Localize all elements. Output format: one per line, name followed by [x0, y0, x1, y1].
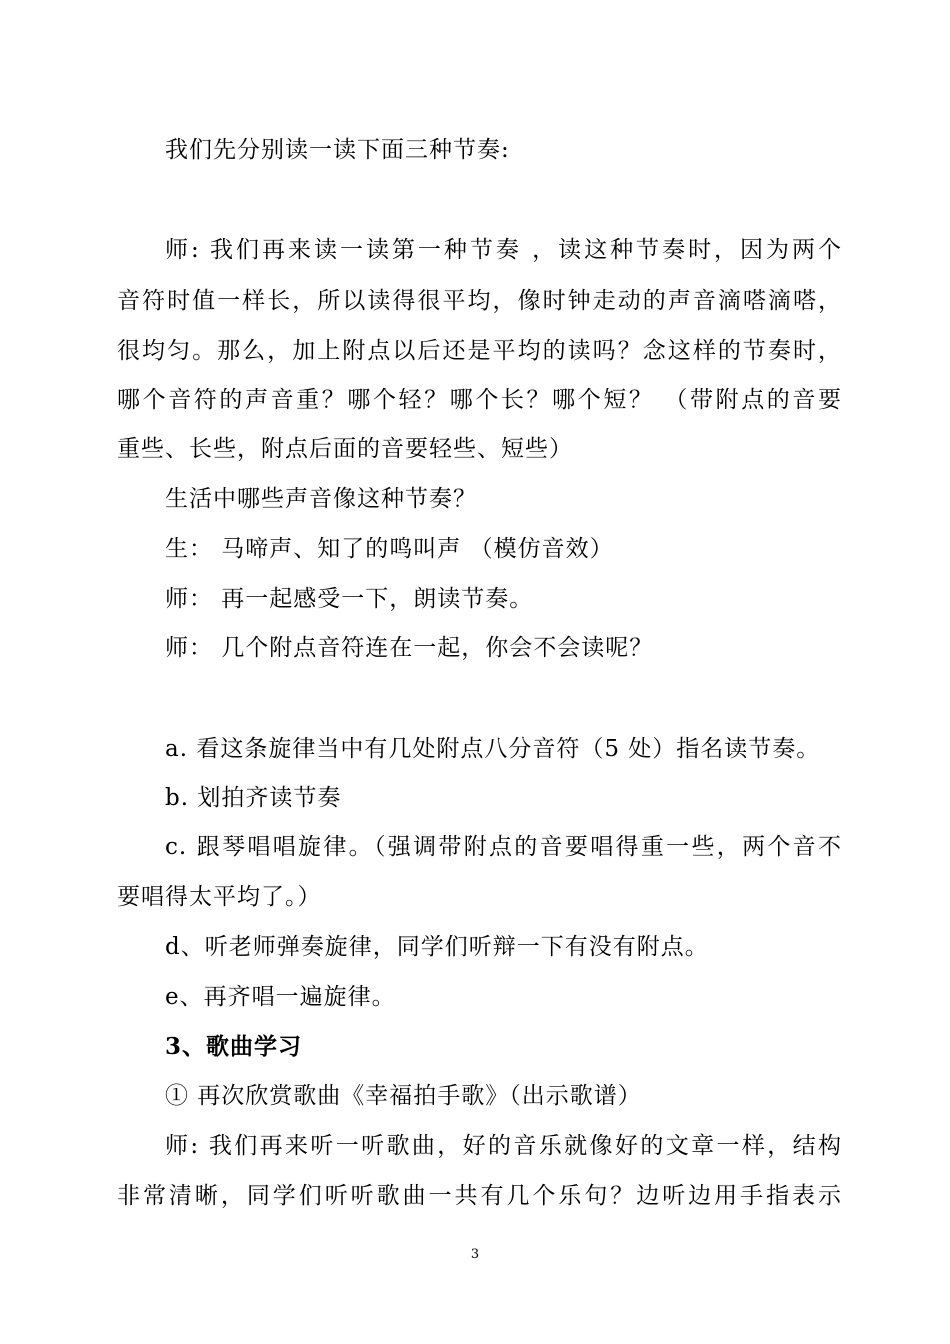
text-line-16: e、再齐唱一遍旋律。: [165, 984, 396, 1010]
text-line-1: 我们先分别读一读下面三种节奏:: [165, 137, 510, 163]
text-line-7: 生活中哪些声音像这种节奏？: [165, 486, 477, 512]
section-heading: 3、歌曲学习: [165, 1033, 303, 1060]
text-line-19: 师: 我们再来听一听歌曲，好的音乐就像好的文章一样，结构: [165, 1133, 842, 1159]
text-line-4: 很均匀。那么，加上附点以后还是平均的读吗？念这样的节奏时，: [117, 338, 842, 364]
text-line-11: a. 看这条旋律当中有几处附点八分音符（5 处）指名读节奏。: [165, 736, 821, 762]
text-line-18: ① 再次欣赏歌曲《幸福拍手歌》（出示歌谱）: [165, 1083, 642, 1109]
text-line-13: c. 跟琴唱唱旋律。（强调带附点的音要唱得重一些，两个音不: [165, 834, 842, 860]
text-line-6: 重些、长些，附点后面的音要轻些、短些）: [117, 436, 573, 462]
text-line-12: b. 划拍齐读节奏: [165, 785, 342, 811]
text-line-14: 要唱得太平均了。）: [117, 884, 322, 910]
text-line-10: 师： 几个附点音符连在一起，你会不会读呢？: [165, 635, 654, 661]
text-line-8: 生： 马啼声、知了的鸣叫声 （模仿音效）: [165, 536, 614, 562]
text-line-3: 音符时值一样长，所以读得很平均，像时钟走动的声音滴嗒滴嗒，: [117, 288, 842, 314]
text-line-9: 师： 再一起感受一下，朗读节奏。: [165, 586, 534, 612]
text-line-2: 师: 我们再来读一读第一种节奏 ，读这种节奏时，因为两个: [165, 237, 842, 263]
text-line-5: 哪个音符的声音重？哪个轻？哪个长？哪个短？ （带附点的音要: [117, 387, 842, 413]
page-number: 3: [470, 1247, 480, 1262]
text-line-20: 非常清晰，同学们听听歌曲一共有几个乐句？边听边用手指表示: [117, 1183, 842, 1209]
text-line-15: d、听老师弹奏旋律，同学们听辩一下有没有附点。: [165, 934, 709, 960]
